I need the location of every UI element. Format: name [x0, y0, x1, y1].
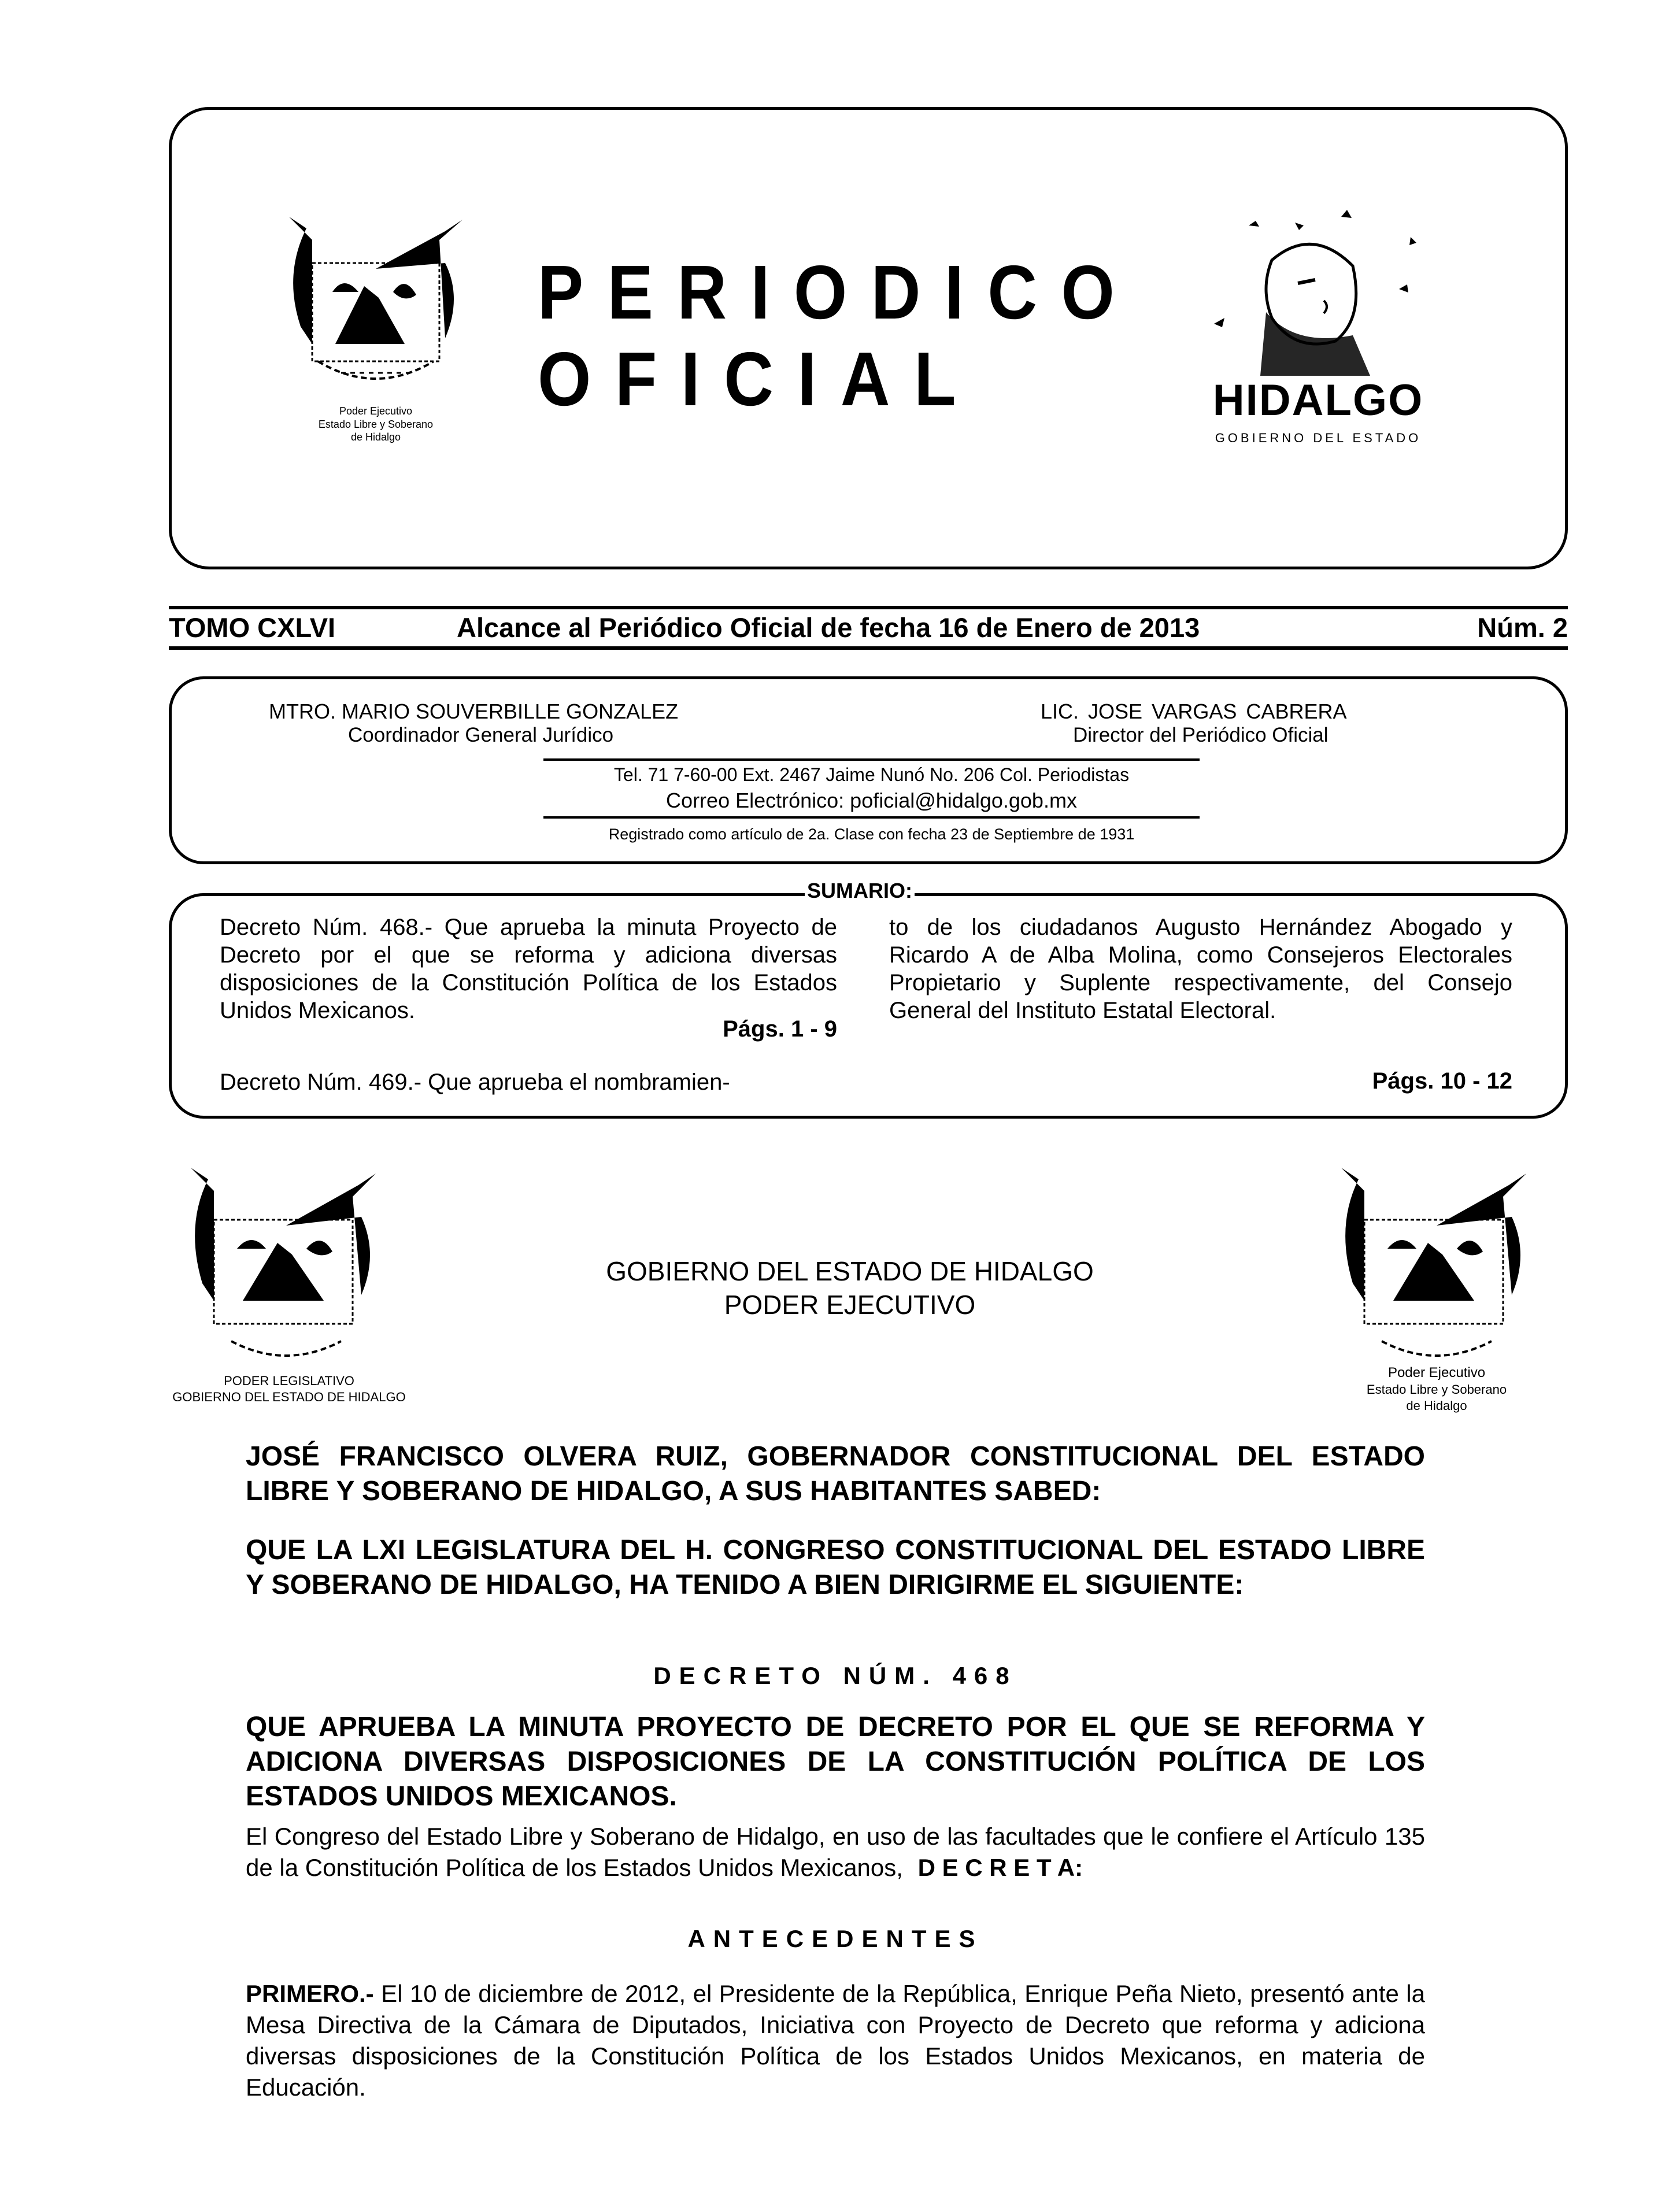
- legislature-proclamation: QUE LA LXI LEGISLATURA DEL H. CONGRESO CONSTITUCIONAL DEL ESTADO LIBRE Y SOBERANO DE HIDALGO, HA TENIDO A BIEN DIRIGIRME EL SIGUIENTE:: [246, 1535, 1425, 1600]
- summary-entry-469-continued: to de los ciudadanos Augusto Hernández Abogado y Ricardo A de Alba Molina, como Consejeros Electorales Propietario y Suplente respectivamente, del Consejo General del Instituto Estatal Electoral.: [889, 915, 1512, 1023]
- legislative-seal-caption: [139, 1373, 439, 1405]
- summary-entry-468: [220, 913, 837, 1024]
- summary-label: SUMARIO:: [805, 879, 915, 903]
- summary-entry-text: Decreto Núm. 468.- Que aprueba la minuta Proyecto de Decreto por el que se reforma y adiciona diversas disposiciones de la Constitución Política de los Estados Unidos Mexicanos.: [220, 915, 837, 1023]
- seal-caption-line: Poder Ejecutivo: [339, 405, 413, 417]
- decree-preamble: [246, 1821, 1425, 1883]
- seal-caption-line: Estado Libre y Soberano: [318, 418, 434, 430]
- issue-title: Alcance al Periódico Oficial de fecha 16 de Enero de 2013: [457, 612, 1200, 643]
- executive-seal-icon: [1330, 1168, 1544, 1364]
- director-role: Director del Periódico Oficial: [1073, 724, 1329, 746]
- seal-caption-line: Poder Ejecutivo: [1387, 1365, 1486, 1380]
- coordinator-role: Coordinador General Jurídico: [348, 724, 614, 746]
- decree-number-heading: DECRETO NÚM. 468: [653, 1662, 1017, 1689]
- left-seal-caption: [254, 405, 497, 444]
- executive-seal-caption: [1330, 1364, 1544, 1413]
- info-rule-1: [543, 758, 1200, 761]
- coordinator-name: MTRO. MARIO SOUVERBILLE GONZALEZ: [269, 699, 679, 723]
- director-name: LIC. JOSE VARGAS CABRERA: [1041, 699, 1347, 723]
- government-heading-line: GOBIERNO DEL ESTADO DE HIDALGO: [606, 1256, 1094, 1286]
- issue-number: Núm. 2: [1477, 612, 1568, 643]
- summary-entry-469-pages: Págs. 10 - 12: [1372, 1068, 1512, 1094]
- issue-top-rule: [169, 606, 1568, 609]
- newspaper-title-line2: OFICIAL: [538, 336, 980, 421]
- antecedente-primero: [246, 1978, 1425, 2103]
- hidalgo-coat-of-arms-icon: [272, 205, 480, 396]
- tomo-label: TOMO CXLVI: [169, 612, 336, 643]
- seal-caption-line: de Hidalgo: [1406, 1398, 1467, 1413]
- antecedentes-heading: ANTECEDENTES: [687, 1925, 983, 1952]
- government-heading: [462, 1254, 1237, 1322]
- primero-text: El 10 de diciembre de 2012, el Presidente de la República, Enrique Peña Nieto, presentó ante la Mesa Directiva de la Cámara de Diputados, Iniciativa con Proyecto de Decreto que reforma y adiciona diversas disposiciones de la Constitución Política de los Estados Unidos Mexicanos, en materia de Educación.: [246, 1980, 1425, 2101]
- primero-label: PRIMERO.-: [246, 1980, 374, 2007]
- info-rule-2: [543, 816, 1200, 819]
- seal-caption-line: Estado Libre y Soberano: [1366, 1382, 1507, 1397]
- summary-entry-468-pages: Págs. 1 - 9: [723, 1016, 837, 1042]
- summary-entry-469-start: Decreto Núm. 469.- Que aprueba el nombramien-: [220, 1069, 730, 1095]
- governor-proclamation: JOSÉ FRANCISCO OLVERA RUIZ, GOBERNADOR CONSTITUCIONAL DEL ESTADO LIBRE Y SOBERANO DE HIDALGO, A SUS HABITANTES SABED:: [246, 1441, 1425, 1507]
- contact-email: Correo Electrónico: poficial@hidalgo.gob.mx: [666, 789, 1077, 812]
- seal-caption-line: GOBIERNO DEL ESTADO DE HIDALGO: [172, 1389, 406, 1404]
- hidalgo-wordmark: HIDALGO: [1212, 376, 1424, 425]
- decreta-label: D E C R E T A:: [917, 1854, 1083, 1881]
- newspaper-title-line1: PERIODICO: [538, 250, 1139, 335]
- seal-caption-line: PODER LEGISLATIVO: [224, 1374, 354, 1388]
- registration-note: Registrado como artículo de 2a. Clase con fecha 23 de Septiembre de 1931: [608, 826, 1135, 843]
- hidalgo-logo-subtitle: GOBIERNO DEL ESTADO: [1215, 431, 1422, 445]
- decree-title: QUE APRUEBA LA MINUTA PROYECTO DE DECRETO POR EL QUE SE REFORMA Y ADICIONA DIVERSAS DISPOSICIONES DE LA CONSTITUCIÓN POLÍTICA DE LOS ESTADOS UNIDOS MEXICANOS.: [246, 1712, 1425, 1812]
- issue-bottom-rule: [169, 646, 1568, 650]
- seal-caption-line: de Hidalgo: [350, 431, 401, 443]
- contact-address: Tel. 71 7-60-00 Ext. 2467 Jaime Nunó No. 206 Col. Periodistas: [613, 764, 1130, 785]
- government-heading-line: PODER EJECUTIVO: [724, 1290, 976, 1320]
- preamble-text: El Congreso del Estado Libre y Soberano de Hidalgo, en uso de las facultades que le confiere el Artículo 135 de la Constitución Política de los Estados Unidos Mexicanos,: [246, 1823, 1425, 1881]
- legislative-seal-icon: [179, 1168, 393, 1364]
- hidalgo-portrait-logo-icon: [1179, 202, 1451, 382]
